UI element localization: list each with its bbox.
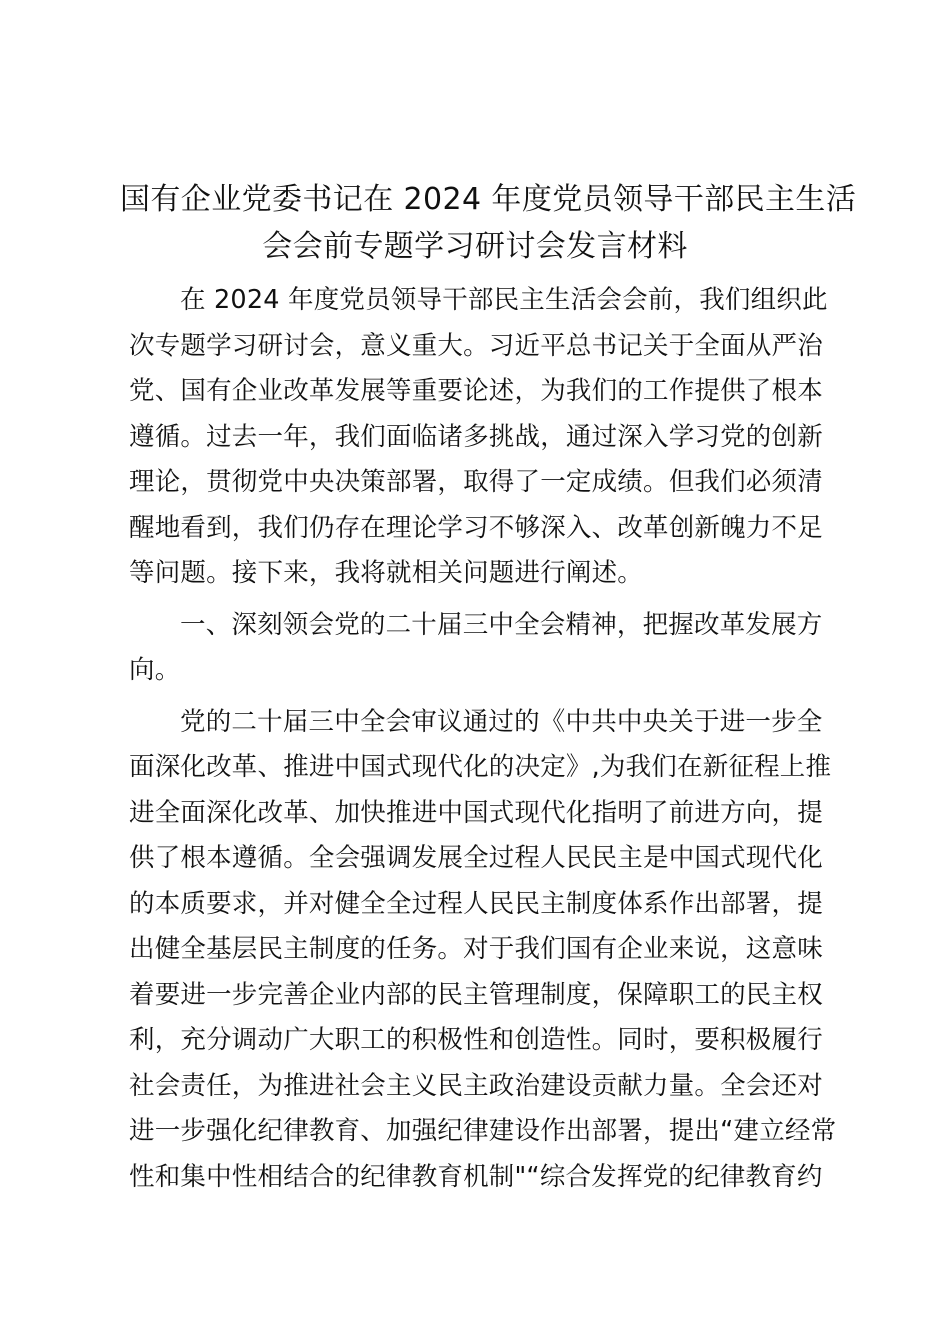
text-line: 理论，贯彻党中央决策部署，取得了一定成绩。但我们必须清 [129,467,823,497]
text-line: 面深化改革、推进中国式现代化的决定》,为我们在新征程上推 [129,752,832,782]
text-line: 等问题。接下来，我将就相关问题进行阐述。 [129,558,644,588]
text-line: 利，充分调动广大职工的积极性和创造性。同时，要积极履行 [129,1025,823,1055]
title-line: 国有企业党委书记在 2024 年度党员领导干部民主生活 [120,182,857,217]
text-line: 在 2024 年度党员领导干部民主生活会会前，我们组织此 [180,285,828,315]
text-line: 着要进一步完善企业内部的民主管理制度，保障职工的民主权 [129,979,823,1010]
title-line: 会会前专题学习研讨会发言材料 [262,229,688,264]
body-paragraph [129,700,837,1201]
text-line: 党、国有企业改革发展等重要论述，为我们的工作提供了根本 [129,376,823,406]
text-line: 的本质要求，并对健全全过程人民民主制度体系作出部署，提 [129,888,823,919]
document-body [129,278,837,1200]
text-line: 供了根本遵循。全会强调发展全过程人民民主是中国式现代化 [129,843,823,873]
text-line: 醒地看到，我们仍存在理论学习不够深入、改革创新魄力不足 [129,512,823,543]
intro-paragraph [129,278,829,597]
text-line: 性和集中性相结合的纪律教育机制"“综合发挥党的纪律教育约 [129,1161,823,1192]
text-line: 出健全基层民主制度的任务。对于我们国有企业来说，这意味 [129,934,823,964]
section-heading [129,603,829,694]
text-line: 一、深刻领会党的二十届三中全会精神，把握改革发展方 [180,609,823,640]
text-line: 向。 [129,655,181,685]
text-line: 进全面深化改革、加快推进中国式现代化指明了前进方向，提 [129,797,823,828]
text-line: 遵循。过去一年，我们面临诸多挑战，通过深入学习党的创新 [129,421,823,452]
text-line: 党的二十届三中全会审议通过的《中共中央关于进一步全 [180,706,823,737]
text-line: 次专题学习研讨会，意义重大。习近平总书记关于全面从严治 [129,330,823,361]
document-title [120,176,857,270]
text-line: 进一步强化纪律教育、加强纪律建设作出部署，提出“建立经常 [129,1116,837,1146]
text-line: 社会责任，为推进社会主义民主政治建设贡献力量。全会还对 [129,1070,823,1101]
